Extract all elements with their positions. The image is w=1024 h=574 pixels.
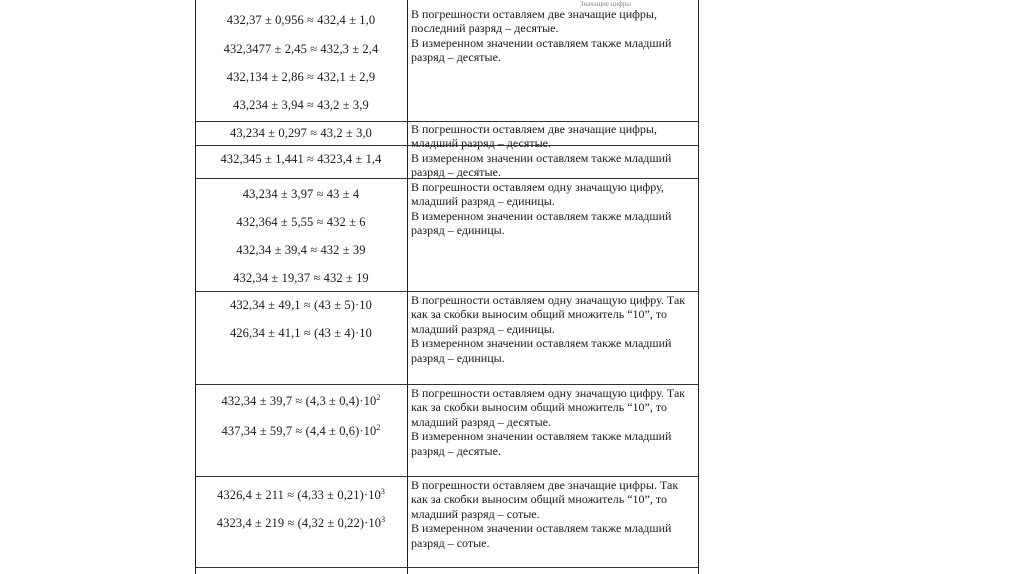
formula: 43,234 ± 3,94 ≈ 43,2 ± 3,9 xyxy=(233,98,369,112)
formula: 432,3477 ± 2,45 ≈ 432,3 ± 2,4 xyxy=(223,42,379,56)
formula: $4323,4 \pm 219 \approx (4,32 \pm 0,22)\cdot 10^3$ xyxy=(216,515,386,531)
formula: 43,234 ± 3,97 ≈ 43 ± 4 xyxy=(242,187,360,201)
formula: $437,34 \pm 59,7 \approx (4,4 \pm 0,6)\cdot 10^2$ xyxy=(221,423,381,439)
formula: 432,34 ± 19,37 ≈ 432 ± 19 xyxy=(233,271,369,285)
explanation-note: В погрешности оставляем две значащие цифры, последний разряд – десятые. В измеренном значении оставляем также младший разряд – десятые. xyxy=(411,7,672,65)
formula: 432,364 ± 5,55 ≈ 432 ± 6 xyxy=(236,215,366,229)
header-fragment: Значащие цифры xyxy=(580,0,631,8)
table-column-divider xyxy=(407,0,408,574)
explanation-note: В погрешности оставляем одну значащую цифру. Так как за скобки выносим общий множитель “10”, то младший разряд – единицы. В измеренном значении оставляем также младший разряд – единицы. xyxy=(411,293,686,365)
formula: 426,34 ± 41,1 ≈ (43 ± 4)·10 xyxy=(229,326,373,340)
formula: 43,234 ± 0,297 ≈ 43,2 ± 3,0 xyxy=(229,126,373,140)
explanation-note: В погрешности оставляем одну значащую цифру. Так как за скобки выносим общий множитель “10”, то младший разряд – десятые. В измеренном значении оставляем также младший разряд – десятые. xyxy=(411,386,686,458)
formula: $432,34 \pm 39,7 \approx (4,3 \pm 0,4)\cdot 10^2$ xyxy=(221,393,381,409)
row-divider xyxy=(195,384,699,385)
formula: 432,345 ± 1,441 ≈ 4323,4 ± 1,4 xyxy=(220,152,382,166)
formula: 432,34 ± 49,1 ≈ (43 ± 5)·10 xyxy=(229,298,373,312)
formula: $4326,4 \pm 211 \approx (4,33 \pm 0,21)\cdot 10^3$ xyxy=(217,487,385,503)
explanation-note: В погрешности оставляем одну значащую цифру, младший разряд – единицы. В измеренном значении оставляем также младший разряд – единицы. xyxy=(411,180,672,238)
formula: 432,34 ± 39,4 ≈ 432 ± 39 xyxy=(236,243,366,257)
formula: 432,37 ± 0,956 ≈ 432,4 ± 1,0 xyxy=(226,13,376,27)
row-divider xyxy=(195,291,699,292)
document-table xyxy=(195,0,699,574)
explanation-note: В погрешности оставляем две значащие цифры. Так как за скобки выносим общий множитель “10”, то младший разряд – сотые. В измеренном значении оставляем также младший разряд – сотые. xyxy=(411,478,679,550)
explanation-note: В погрешности оставляем две значащие цифры, младший разряд – десятые. В измеренном значении оставляем также младший разряд – десятые. xyxy=(411,122,672,180)
table-border-right xyxy=(698,0,699,574)
formula: 432,134 ± 2,86 ≈ 432,1 ± 2,9 xyxy=(226,70,376,84)
row-divider xyxy=(195,567,699,568)
row-divider xyxy=(195,476,699,477)
